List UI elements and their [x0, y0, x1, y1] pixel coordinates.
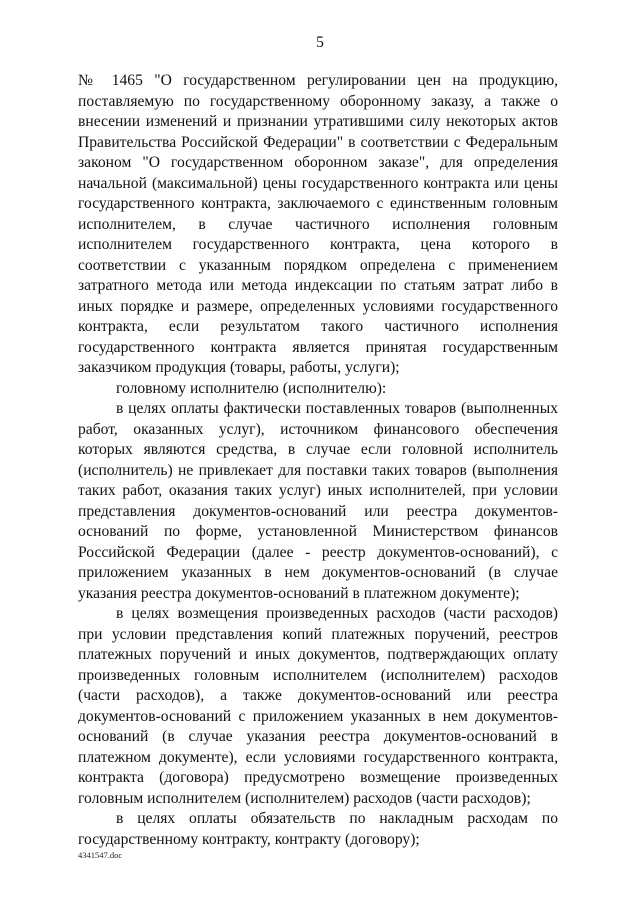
page-number: 5 [316, 34, 324, 51]
document-file-code: 4341547.doc [78, 850, 123, 860]
paragraph: в целях возмещения произведенных расходов (части расходов) при условии представления копий платежных поручений, реестров платежных поручений и иных документов, подтверждающих оплату произведенных головным исполнителем (исполнителем) расходов (части расходов), а также документов-оснований или реестра документов-оснований с приложением указанных в нем документов-оснований (в случае указания реестра документов-оснований в платежном документе), если условиями государственного контракта, контракта (договора) предусмотрено возмещение произведенных головным исполнителем (исполнителем) расходов (части расходов); [78, 605, 558, 807]
paragraph: в целях оплаты обязательств по накладным расходам по государственному контракту, контракту (договору); [78, 810, 558, 848]
document-body [78, 71, 558, 850]
paragraph: № 1465 "О государственном регулировании цен на продукцию, поставляемую по государственному оборонному заказу, а также о внесении изменений и признании утратившими силу некоторых актов Правительства Российской Федерации" в соответствии с Федеральным законом "О государственном оборонном заказе", для определения начальной (максимальной) цены государственного контракта или цены государственного контракта, заключаемого с единственным головным исполнителем, в случае частичного исполнения головным исполнителем государственного контракта, цена которого в соответствии с указанным порядком определена с применением затратного метода или метода индексации по статьям затрат либо в иных порядке и размере, определенных условиями государственного контракта, если результатом такого частичного исполнения государственного контракта является принятая государственным заказчиком продукция (товары, работы, услуги); [78, 72, 558, 376]
paragraph: в целях оплаты фактически поставленных товаров (выполненных работ, оказанных услуг), источником финансового обеспечения которых являются средства, в случае если головной исполнитель (исполнитель) не привлекает для поставки таких товаров (выполнения таких работ, оказания таких услуг) иных исполнителей, при условии представления документов-оснований или реестра документов-оснований по форме, установленной Министерством финансов Российской Федерации (далее - реестр документов-оснований), с приложением указанных в нем документов-оснований (в случае указания реестра документов-оснований в платежном документе); [78, 400, 558, 602]
paragraph: головному исполнителю (исполнителю): [116, 379, 387, 397]
